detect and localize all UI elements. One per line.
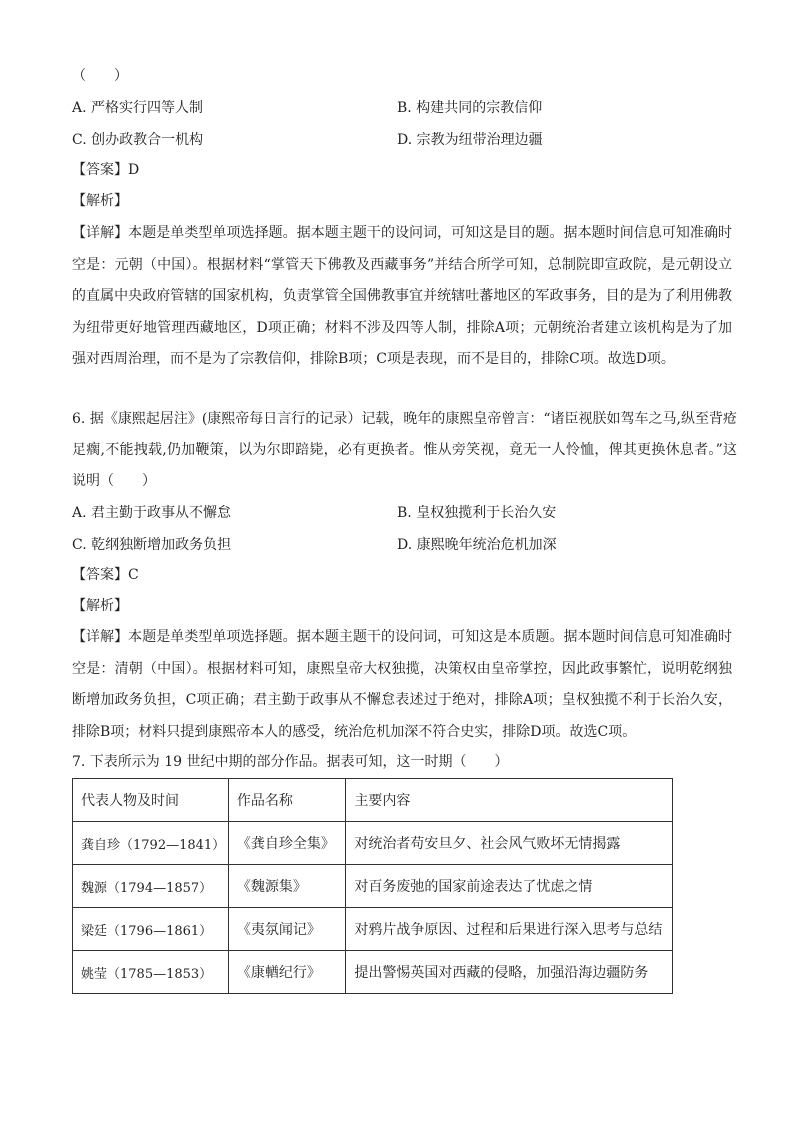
table-row (73, 951, 673, 994)
header-cell: 代表人物及时间 (73, 779, 229, 822)
q5-stem-tail: （ ） (72, 68, 128, 84)
table-row (73, 865, 673, 908)
table-cell: 姚莹（1785—1853） (73, 951, 229, 994)
q6-detail: 【详解】本题是单类型单项选择题。据本题主题干的设问词，可知这是本质题。据本题时间信息可知准确时空是：清朝（中国）。根据材料可知，康熙皇帝大权独揽，决策权由皇帝掌控，因此政事繁忙，说明乾纲独断增加政务负担，C项正确；君主勤于政事从不懈怠表述过于绝对，排除A项；皇权独揽不利于长治久安，排除B项；材料只提到康熙帝本人的感受，统治危机加深不符合史实，排除D项。故选C项。 (72, 629, 732, 740)
q5-detail: 【详解】本题是单类型单项选择题。据本题主题干的设问词，可知这是目的题。据本题时间信息可知准确时空是：元朝（中国）。根据材料“掌管天下佛教及西藏事务”并结合所学可知，总制院即宣政院，是元朝设立的直属中央政府管辖的国家机构，负责掌管全国佛教事宜并统辖吐蕃地区的军政事务，目的是为了利用佛教为纽带更好地管理西藏地区，D项正确；材料不涉及四等人制，排除A项；元朝统治者建立该机构是为了加强对西周治理，而不是为了宗教信仰，排除B项；C项是表现，而不是目的，排除C项。故选D项。 (72, 225, 732, 367)
works-table (72, 778, 673, 994)
table-cell: 对统治者苟安旦夕、社会风气败坏无情揭露 (346, 822, 673, 865)
q6-option-d[interactable]: D. 康熙晚年统治危机加深 (397, 537, 557, 553)
q5-analysis-label: 【解析】 (72, 193, 128, 209)
table-cell: 魏源（1794—1857） (73, 865, 229, 908)
q6-option-b[interactable]: B. 皇权独揽利于长治久安 (397, 505, 557, 521)
table-cell: 《魏源集》 (228, 865, 346, 908)
q6-option-a[interactable]: A. 君主勤于政事从不懈怠 (72, 505, 232, 521)
table-cell: 龚自珍（1792—1841） (73, 822, 229, 865)
q5-option-c[interactable]: C. 创办政教合一机构 (72, 132, 204, 148)
table-row (73, 908, 673, 951)
table-cell: 《夷氛闻记》 (228, 908, 346, 951)
table-cell: 对百务废弛的国家前途表达了忧虑之情 (346, 865, 673, 908)
q6-answer: 【答案】C (72, 567, 139, 583)
table-cell: 提出警惕英国对西藏的侵略，加强沿海边疆防务 (346, 951, 673, 994)
q6-stem: 6. 据《康熙起居注》(康熙帝每日言行的记录）记载，晚年的康熙皇帝曾言：“诸臣视朕如驾车之马,纵至背疮足瘸,不能拽载,仍加鞭策，以为尔即踣毙，必有更换者。惟从旁笑视，竟无一人怜恤，俾其更换休息者。”这说明（ ） (72, 411, 737, 489)
header-cell: 主要内容 (346, 779, 673, 822)
table-cell: 《康輶纪行》 (228, 951, 346, 994)
header-cell: 作品名称 (228, 779, 346, 822)
q5-answer: 【答案】D (72, 162, 140, 178)
q7-stem: 7. 下表所示为 19 世纪中期的部分作品。据表可知，这一时期（ ） (72, 754, 509, 770)
table-cell: 对鸦片战争原因、过程和后果进行深入思考与总结 (346, 908, 673, 951)
table-header-row (73, 779, 673, 822)
q5-option-a[interactable]: A. 严格实行四等人制 (72, 100, 204, 116)
table-cell: 《龚自珍全集》 (228, 822, 346, 865)
q6-analysis-label: 【解析】 (72, 598, 128, 614)
table-row (73, 822, 673, 865)
table-cell: 梁廷（1796—1861） (73, 908, 229, 951)
q6-option-c[interactable]: C. 乾纲独断增加政务负担 (72, 537, 232, 553)
q5-option-d[interactable]: D. 宗教为纽带治理边疆 (397, 132, 543, 148)
q5-option-b[interactable]: B. 构建共同的宗教信仰 (397, 100, 543, 116)
